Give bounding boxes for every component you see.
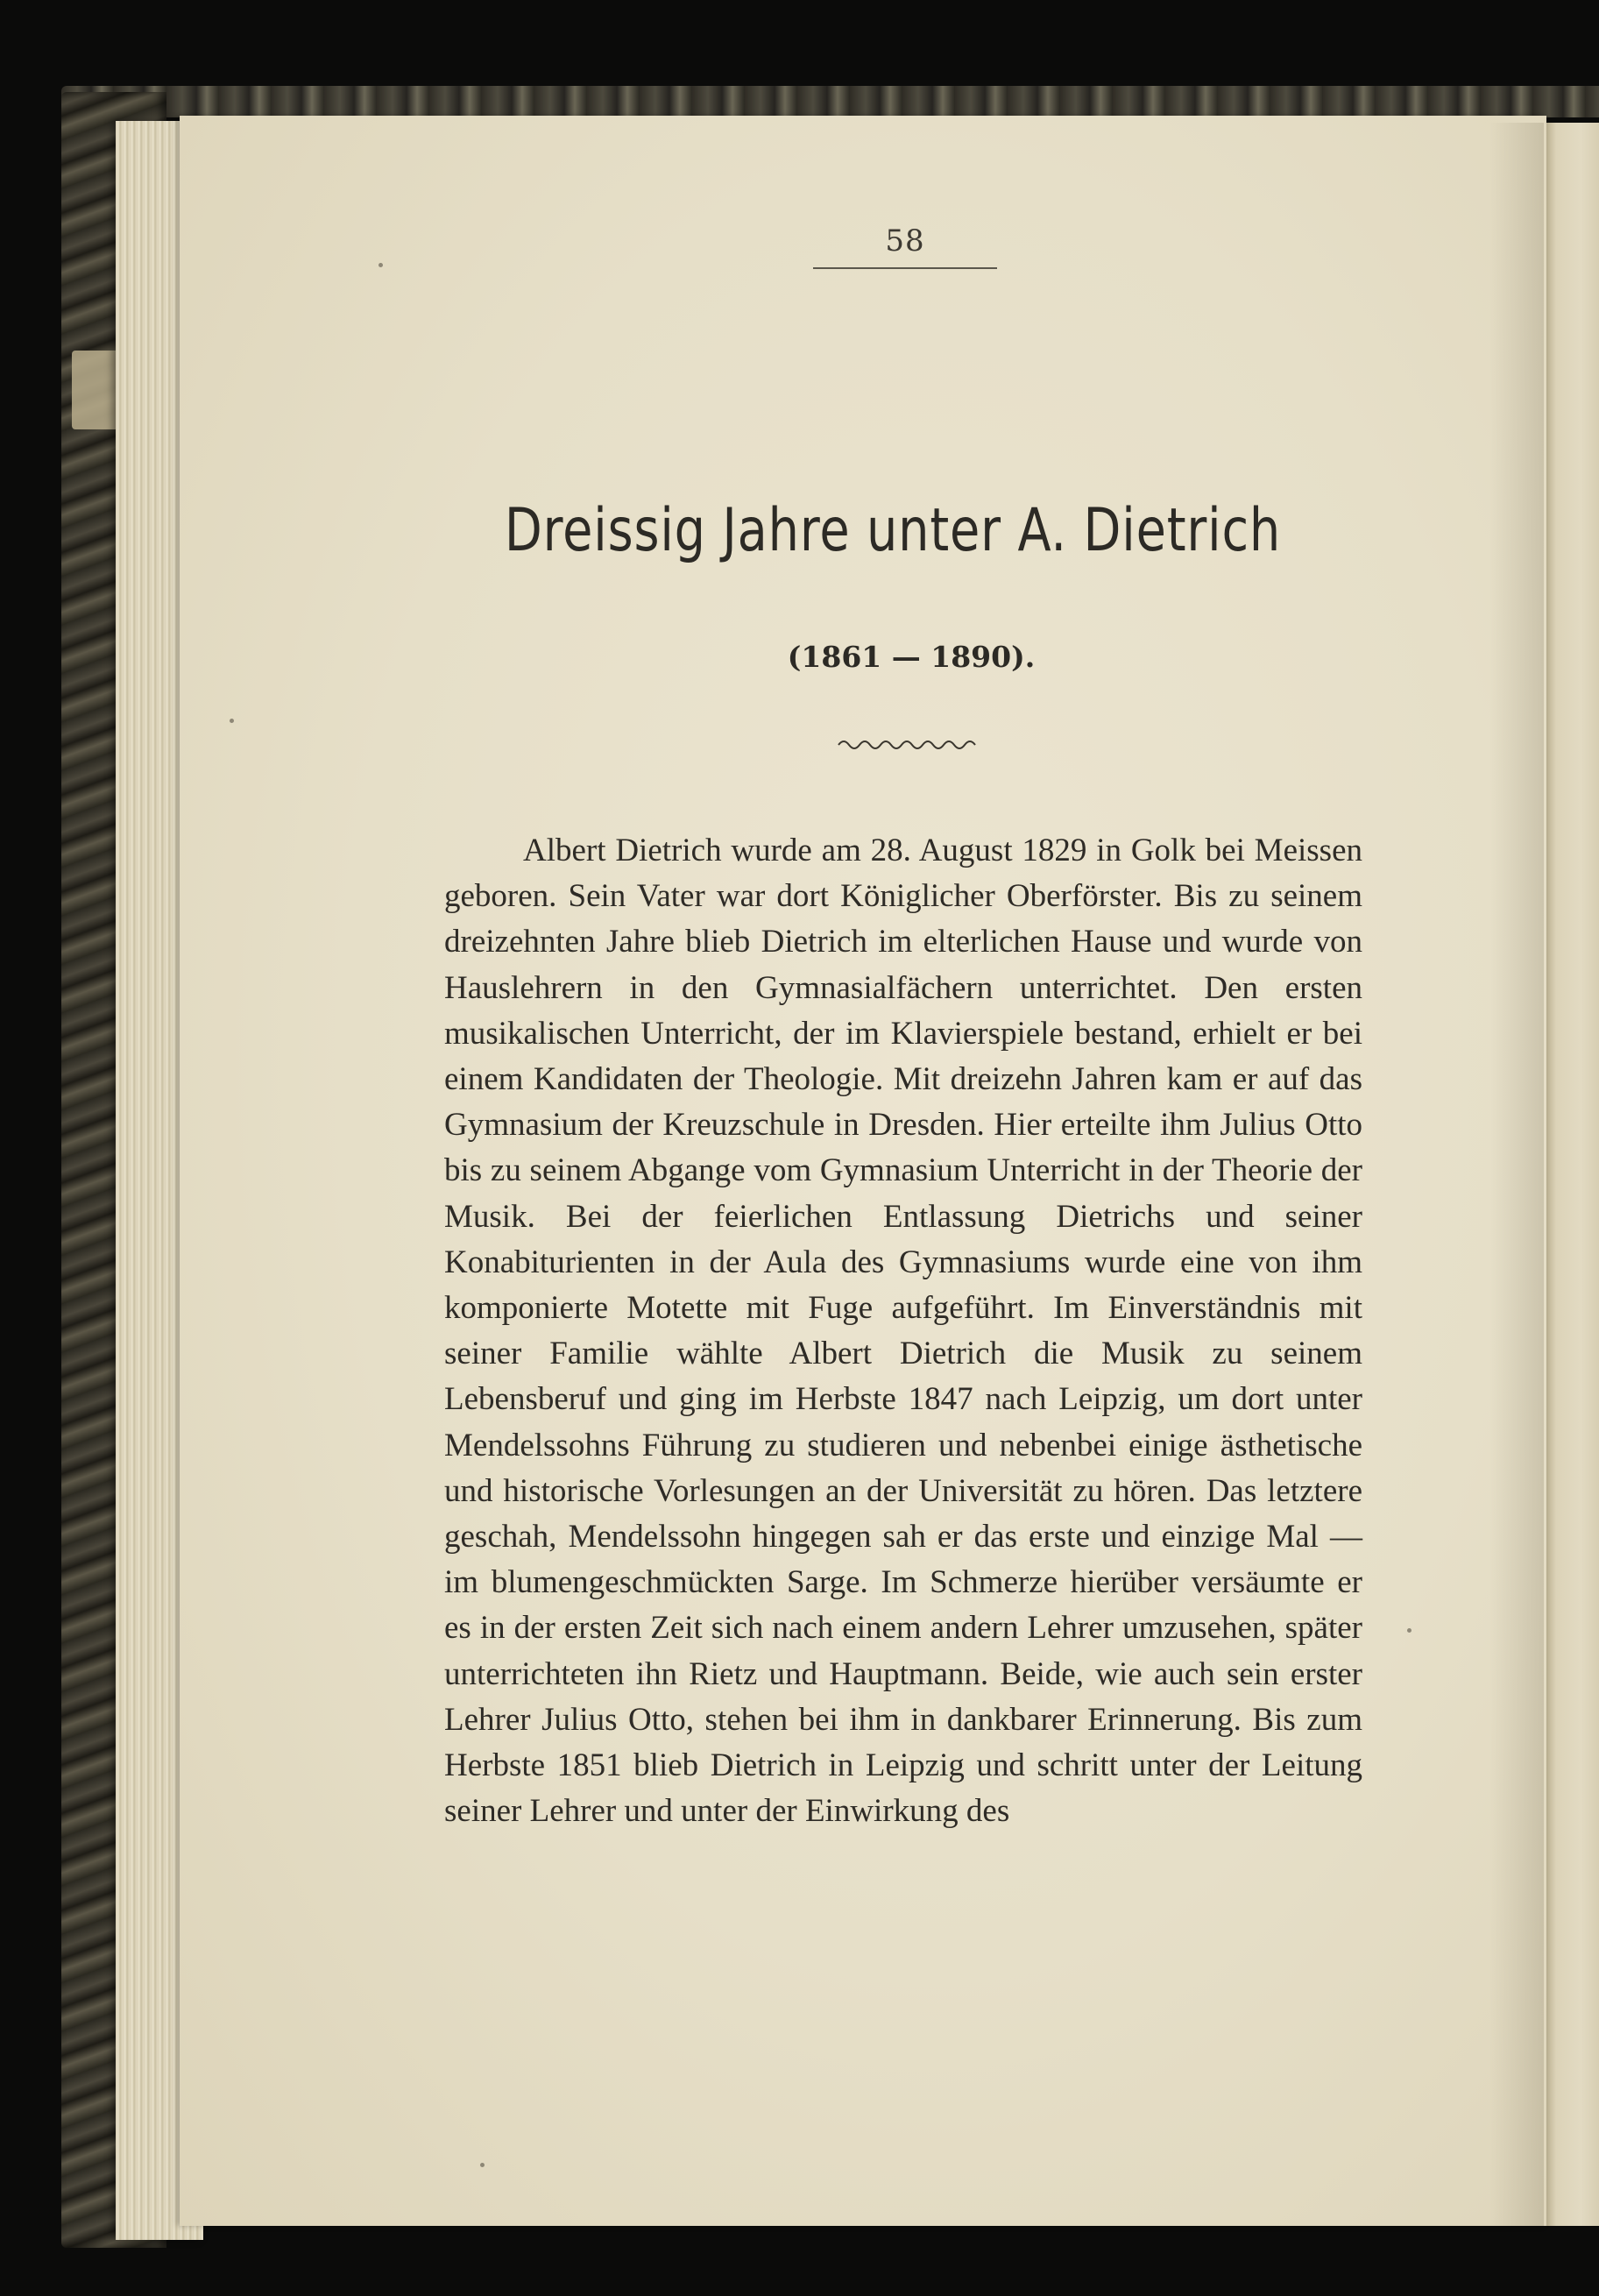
book-cover-top-edge (61, 86, 1599, 117)
paper-speck (230, 719, 234, 723)
body-paragraph: Albert Dietrich wurde am 28. August 1829 in Golk bei Meissen geboren. Sein Vater war dort Königlicher Oberförster. Bis zu seinem dreizehnten Jahre blieb Dietrich im elterlichen Hause und wurde von Hauslehrern in den Gymnasialfächern unterrichtet. Den ersten musikalischen Unterricht, der im Klavierspiele bestand, erhielt er bei einem Kandidaten der Theologie. Mit dreizehn Jahren kam er auf das Gymnasium der Kreuzschule in Dresden. Hier erteilte ihm Julius Otto bis zu seinem Abgange vom Gymnasium Unterricht in der Theorie der Musik. Bei der feierlichen Entlassung Dietrichs und seiner Konabiturienten in der Aula des Gymnasiums wurde eine von ihm komponierte Motette mit Fuge aufgeführt. Im Einverständnis mit seiner Familie wählte Albert Dietrich die Musik zu seinem Lebensberuf und ging im Herbste 1847 nach Leipzig, um dort unter Mendelssohns Führung zu studieren und nebenbei einige ästhetische und historische Vorlesungen an der Universität zu hören. Das letztere geschah, Mendelssohn hingegen sah er das erste und einzige Mal — im blumengeschmückten Sarge. Im Schmerze hierüber versäumte er es in der ersten Zeit sich nach einem andern Lehrer umzusehen, später unterrichteten ihn Rietz und Hauptmann. Beide, wie auch sein erster Lehrer Julius Otto, stehen bei ihm in dankbarer Erinnerung. Bis zum Herbste 1851 blieb Dietrich in Leipzig und schritt unter der Leitung seiner Lehrer und unter der Einwirkung des (444, 833, 1362, 1830)
paper-speck (379, 263, 383, 267)
facing-page-edge (1544, 123, 1599, 2226)
chapter-title: Dreissig Jahre unter A. Dietrich (504, 496, 1282, 565)
paper-speck (1407, 1628, 1412, 1633)
page-number-rule (813, 267, 997, 269)
page-number: 58 (885, 223, 925, 259)
wavy-line-ornament-icon (837, 734, 977, 755)
chapter-dates: (1861 — 1890). (787, 640, 1036, 674)
gutter-shadow (1489, 123, 1544, 2226)
cover-wear-patch (72, 351, 120, 429)
paper-speck (480, 2163, 485, 2167)
